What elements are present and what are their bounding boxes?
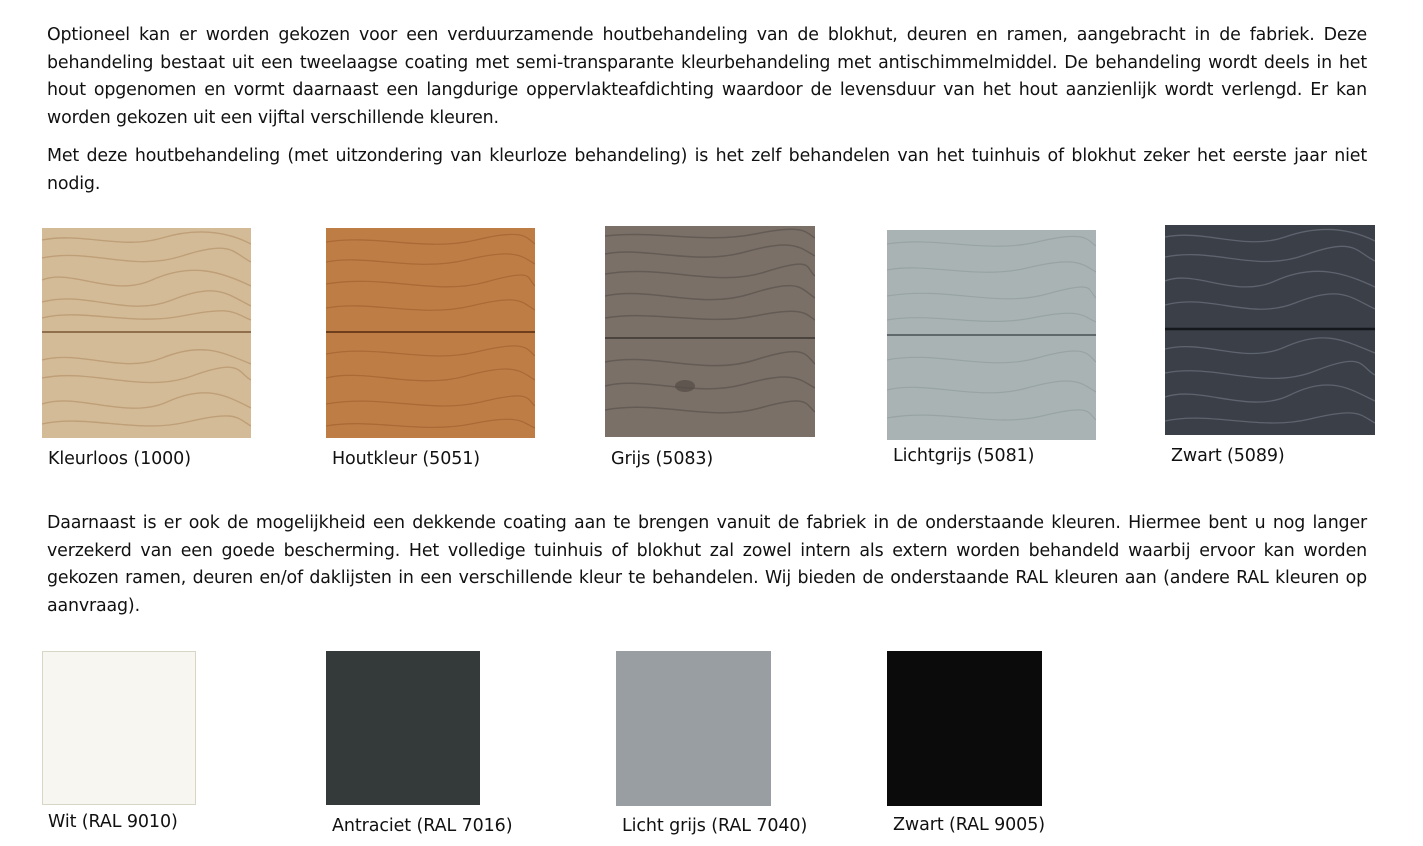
- wood-label-houtkleur: Houtkleur (5051): [332, 449, 481, 469]
- ral-swatch-antraciet: [326, 651, 480, 805]
- ral-swatch-zwart: [887, 651, 1042, 806]
- wood-swatch-kleurloos: [42, 228, 251, 438]
- coating-paragraph: Daarnaast is er ook de mogelijkheid een dekkende coating aan te brengen vanuit de fabriek in de onderstaande kleuren. Hiermee bent u nog langer verzekerd van een goede bescherming. Het volledige tuinhuis of blokhut zal zowel intern als extern worden behandeld waarbij ervoor kan worden gekozen ramen, deuren en/of daklijsten in een verschillende kleur te behandelen. Wij bieden de onderstaande RAL kleuren aan (andere RAL kleuren op aanvraag).: [47, 513, 1367, 617]
- ral-label-antraciet: Antraciet (RAL 7016): [332, 816, 513, 836]
- intro-paragraph-1: Optioneel kan er worden gekozen voor een verduurzamende houtbehandeling van de blokhut, deuren en ramen, aangebracht in de fabriek. Deze behandeling bestaat uit een tweelaagse coating met semi-transparante kleurbehandeling met antischimmelmiddel. De behandeling wordt deels in het hout opgenomen en vormt daarnaast een langdurige oppervlakteafdichting waardoor de levensduur van het hout aanzienlijk wordt verlengd. Er kan worden gekozen uit een vijftal verschillende kleuren.: [47, 25, 1367, 129]
- ral-swatch-licht-grijs: [616, 651, 771, 806]
- ral-label-wit: Wit (RAL 9010): [48, 812, 178, 832]
- ral-label-licht-grijs: Licht grijs (RAL 7040): [622, 816, 808, 836]
- wood-swatch-lichtgrijs: [887, 230, 1096, 440]
- wood-label-zwart: Zwart (5089): [1171, 446, 1285, 466]
- ral-label-zwart: Zwart (RAL 9005): [893, 815, 1045, 835]
- wood-label-grijs: Grijs (5083): [611, 449, 714, 469]
- wood-label-lichtgrijs: Lichtgrijs (5081): [893, 446, 1035, 466]
- ral-swatch-wit: [42, 651, 196, 805]
- wood-swatch-zwart: [1165, 225, 1375, 435]
- wood-swatch-houtkleur: [326, 228, 535, 438]
- wood-swatch-grijs: [605, 226, 815, 437]
- intro-paragraph-2: Met deze houtbehandeling (met uitzondering van kleurloze behandeling) is het zelf behandelen van het tuinhuis of blokhut zeker het eerste jaar niet nodig.: [47, 146, 1367, 194]
- wood-label-kleurloos: Kleurloos (1000): [48, 449, 191, 469]
